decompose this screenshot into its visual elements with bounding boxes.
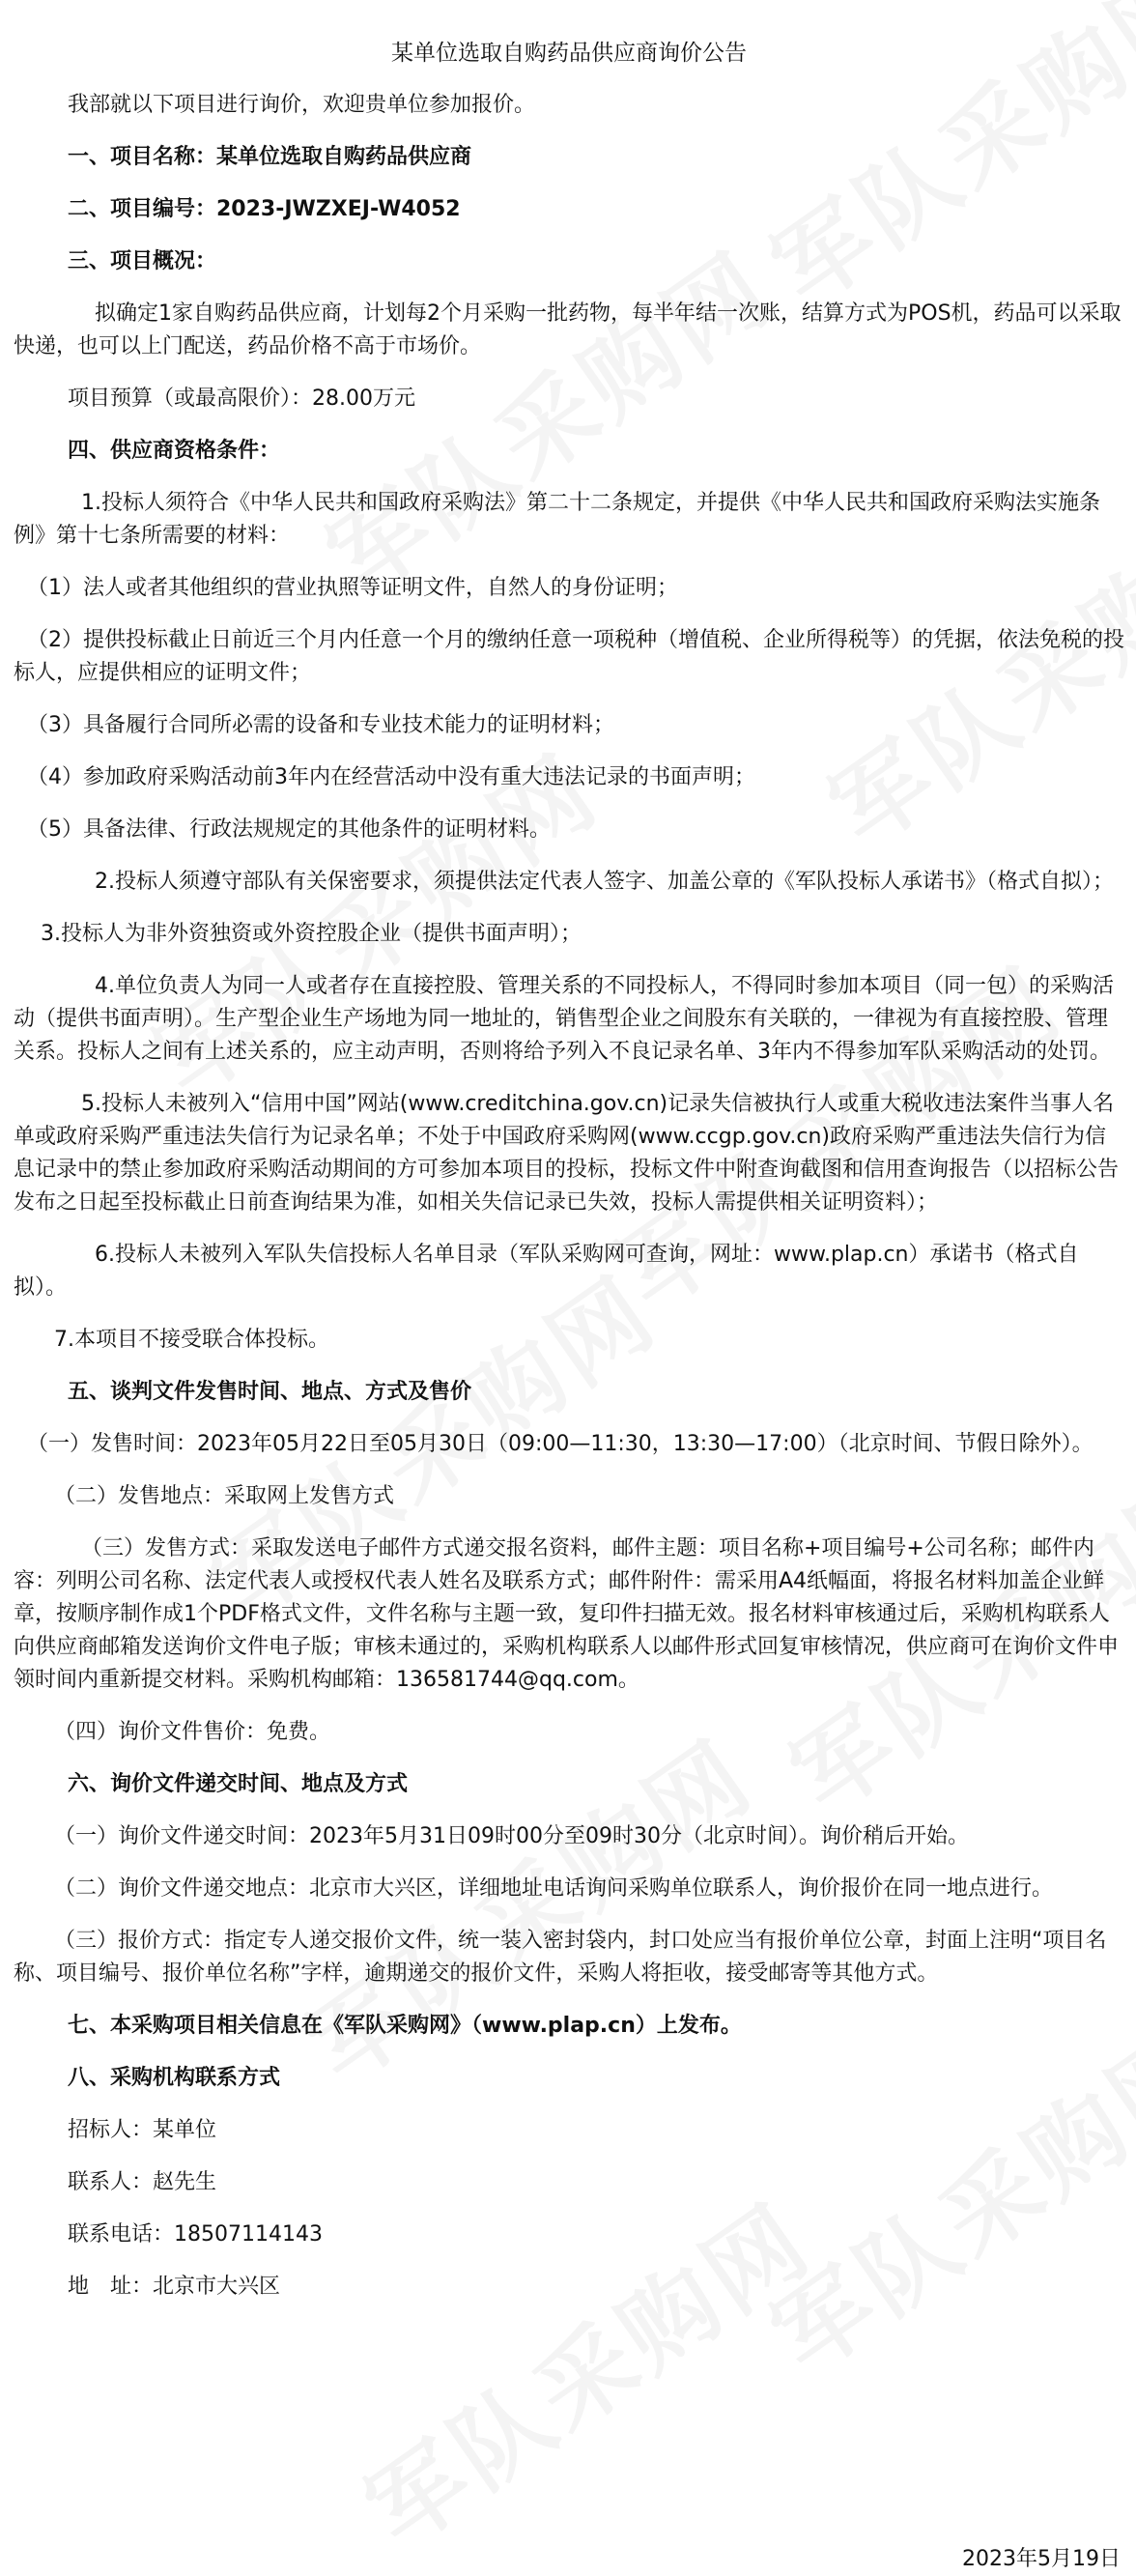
qualification-item: 4.单位负责人为同一人或者存在直接控股、管理关系的不同投标人，不得同时参加本项目（同一包）的采购活动（提供书面声明）。生产型企业生产场地为同一地址的，销售型企业之间股东有关联的，一律视为有直接控股、管理关系。投标人之间有上述关系的，应主动声明，否则将给予列入不良记录名单、3年内不得参加军队采购活动的处罚。 [14, 974, 1114, 1064]
qualification-subitem: （5）具备法律、行政法规规定的其他条件的证明材料。 [27, 817, 551, 842]
qualification-subitem: （2）提供投标截止日前近三个月内任意一个月的缴纳任意一项税种（增值税、企业所得税等）的凭据，依法免税的投标人，应提供相应的证明文件； [14, 628, 1125, 685]
sales-price: （四）询价文件售价：免费。 [54, 1720, 331, 1744]
qualification-subitem: （1）法人或者其他组织的营业执照等证明文件，自然人的身份证明； [27, 576, 678, 600]
submission-time: （一）询价文件递交时间：2023年5月31日09时00分至09时30分（北京时间）。询价稍后开始。 [54, 1824, 969, 1848]
section-project-number: 二、项目编号：2023-JWZXEJ-W4052 [68, 197, 461, 221]
qualification-item: 6.投标人未被列入军队失信投标人名单目录（军队采购网可查询，网址：www.plap.cn）承诺书（格式自拟）。 [14, 1243, 1079, 1300]
submission-location: （二）询价文件递交地点：北京市大兴区，详细地址电话询问采购单位联系人，询价报价在同一地点进行。 [54, 1876, 1054, 1901]
section-qualifications-heading: 四、供应商资格条件： [68, 439, 281, 463]
project-overview-body: 拟确定1家自购药品供应商，计划每2个月采购一批药物，每半年结一次账，结算方式为POS机，药品可以采取快递，也可以上门配送，药品价格不高于市场价。 [14, 301, 1122, 358]
sales-time: （一）发售时间：2023年05月22日至05月30日（09:00—11:30，13:30—17:00）（北京时间、节假日除外）。 [27, 1432, 1093, 1456]
qualification-item: 3.投标人为非外资独资或外资控股企业（提供书面声明）； [41, 922, 582, 946]
page-title: 某单位选取自购药品供应商询价公告 [391, 41, 747, 66]
section-publication: 七、本采购项目相关信息在《军队采购网》（www.plap.cn）上发布。 [68, 2014, 742, 2038]
qualification-item: 5.投标人未被列入“信用中国”网站(www.creditchina.gov.cn)记录失信被执行人或重大税收违法案件当事人名单或政府采购严重违法失信行为记录名单；不处于中国政府采购网(www.ccgp.gov.cn)政府采购严重违法失信行为信息记录中的禁止参加政府采购活动期间的方可参加本项目的投标，投标文件中附查询截图和信用查询报告（以招标公告发布之日起至投标截止日前查询结果为准，如相关失信记录已失效，投标人需提供相关证明资料）； [14, 1092, 1120, 1215]
sales-method: （三）发售方式：采取发送电子邮件方式递交报名资料，邮件主题：项目名称+项目编号+公司名称；邮件内容：列明公司名称、法定代表人或授权代表人姓名及联系方式；邮件附件：需采用A4纸幅面，将报名材料加盖企业鲜章，按顺序制作成1个PDF格式文件，文件名称与主题一致，复印件扫描无效。报名材料审核通过后，采购机构联系人向供应商邮箱发送询价文件电子版；审核未通过的，采购机构联系人以邮件形式回复审核情况，供应商可在询价文件申领时间内重新提交材料。采购机构邮箱：136581744@qq.com。 [14, 1536, 1120, 1692]
section-project-name: 一、项目名称：某单位选取自购药品供应商 [68, 145, 472, 169]
section-submission-heading: 六、询价文件递交时间、地点及方式 [68, 1772, 409, 1796]
qualification-item: 2.投标人须遵守部队有关保密要求，须提供法定代表人签字、加盖公章的《军队投标人承诺书》（格式自拟）； [95, 870, 1114, 894]
qualification-subitem: （3）具备履行合同所必需的设备和专业技术能力的证明材料； [27, 713, 614, 737]
section-contact-heading: 八、采购机构联系方式 [68, 2066, 281, 2090]
qualification-subitem: （4）参加政府采购活动前3年内在经营活动中没有重大违法记录的书面声明； [27, 765, 755, 789]
section-sales-heading: 五、谈判文件发售时间、地点、方式及售价 [68, 1380, 472, 1404]
submission-method: （三）报价方式：指定专人递交报价文件，统一装入密封袋内，封口处应当有报价单位公章，封面上注明“项目名称、项目编号、报价单位名称”字样，逾期递交的报价文件，采购人将拒收，接受邮寄等其他方式。 [14, 1929, 1107, 1986]
qualification-item: 7.本项目不接受联合体投标。 [54, 1328, 329, 1352]
project-budget: 项目预算（或最高限价）：28.00万元 [68, 386, 415, 411]
announcement-date: 2023年5月19日 [962, 2547, 1121, 2571]
contact-phone: 联系电话：18507114143 [68, 2222, 323, 2247]
sales-location: （二）发售地点：采取网上发售方式 [54, 1484, 395, 1508]
section-project-overview-heading: 三、项目概况： [68, 249, 217, 273]
qualification-item: 1.投标人须符合《中华人民共和国政府采购法》第二十二条规定，并提供《中华人民共和国政府采购法实施条例》第十七条所需要的材料： [14, 491, 1100, 548]
intro-paragraph: 我部就以下项目进行询价，欢迎贵单位参加报价。 [68, 93, 536, 117]
contact-person: 联系人：赵先生 [68, 2170, 217, 2194]
contact-bidder: 招标人：某单位 [68, 2118, 217, 2142]
contact-address: 地 址：北京市大兴区 [68, 2275, 281, 2299]
